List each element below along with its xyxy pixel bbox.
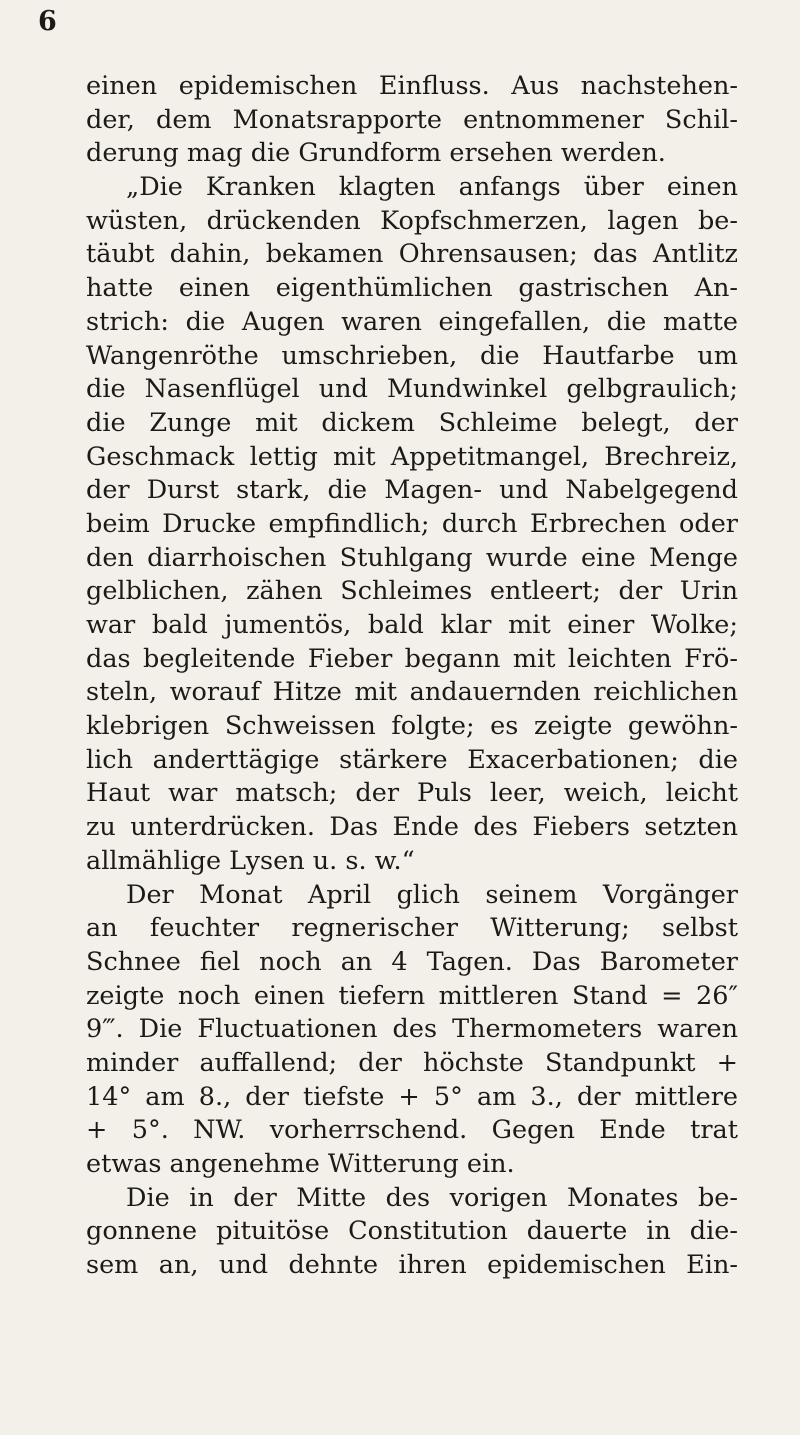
text-line: strich: die Augen waren eingefallen, die matte — [86, 306, 738, 337]
text-line: gonnene pituitöse Constitution dauerte in die- — [86, 1216, 738, 1247]
text-line: Wangenröthe umschrieben, die Hautfarbe um — [86, 340, 738, 371]
text-line: minder auffallend; der höchste Standpunkt + — [86, 1047, 738, 1078]
text-line: der Durst stark, die Magen- und Nabelgegend — [86, 475, 738, 506]
text-line: zu unterdrücken. Das Ende des Fiebers setzten — [86, 812, 738, 843]
text-line: Schnee fiel noch an 4 Tagen. Das Barometer — [86, 946, 738, 977]
text-line: lich anderttägige stärkere Exacerbationen; die — [86, 744, 738, 775]
text-line: war bald jumentös, bald klar mit einer Wolke; — [86, 610, 738, 640]
text-line: Die in der Mitte des vorigen Monates be- — [126, 1182, 738, 1213]
text-line: das begleitende Fieber begann mit leichten Frö- — [86, 643, 738, 674]
text-line: etwas angenehme Witterung ein. — [86, 1149, 515, 1179]
text-line: Geschmack lettig mit Appetitmangel, Brechreiz, — [86, 441, 738, 472]
text-line: sem an, und dehnte ihren epidemischen Ein- — [86, 1250, 738, 1281]
text-line: steln, worauf Hitze mit andauernden reichlichen — [86, 677, 738, 708]
text-line: einen epidemischen Einfluss. Aus nachstehen- — [86, 71, 738, 101]
text-line: an feuchter regnerischer Witterung; selbst — [86, 913, 738, 944]
text-line: täubt dahin, bekamen Ohrensausen; das Antlitz — [86, 239, 738, 270]
text-line: derung mag die Grundform ersehen werden. — [86, 138, 666, 169]
page-number: 6 — [38, 6, 57, 37]
text-line: klebrigen Schweissen folgte; es zeigte gewöhn- — [86, 711, 738, 742]
text-line: allmählige Lysen u. s. w.“ — [86, 845, 415, 876]
text-line: wüsten, drückenden Kopfschmerzen, lagen be- — [86, 205, 738, 236]
text-line: die Nasenflügel und Mundwinkel gelbgraulich; — [86, 374, 738, 405]
text-line: gelblichen, zähen Schleimes entleert; der Urin — [86, 576, 738, 607]
text-line: 14° am 8., der tiefste + 5° am 3., der mittlere — [86, 1081, 738, 1112]
text-line: Der Monat April glich seinem Vorgänger — [126, 879, 738, 910]
text-line: der, dem Monatsrapporte entnommener Schil- — [86, 104, 738, 135]
body-text — [86, 70, 738, 1283]
text-line: die Zunge mit dickem Schleime belegt, der — [86, 407, 738, 438]
text-line: 9‴. Die Fluctuationen des Thermometers waren — [86, 1014, 738, 1045]
text-line: + 5°. NW. vorherrschend. Gegen Ende trat — [86, 1115, 738, 1146]
text-line: Haut war matsch; der Puls leer, weich, leicht — [86, 778, 738, 809]
text-line: beim Drucke empfindlich; durch Erbrechen oder — [86, 508, 738, 539]
text-line: den diarrhoischen Stuhlgang wurde eine Menge — [86, 542, 738, 573]
text-line: hatte einen eigenthümlichen gastrischen An- — [86, 273, 738, 304]
text-line: „Die Kranken klagten anfangs über einen — [126, 172, 738, 203]
text-line: zeigte noch einen tiefern mittleren Stand = 26″ — [86, 980, 738, 1011]
